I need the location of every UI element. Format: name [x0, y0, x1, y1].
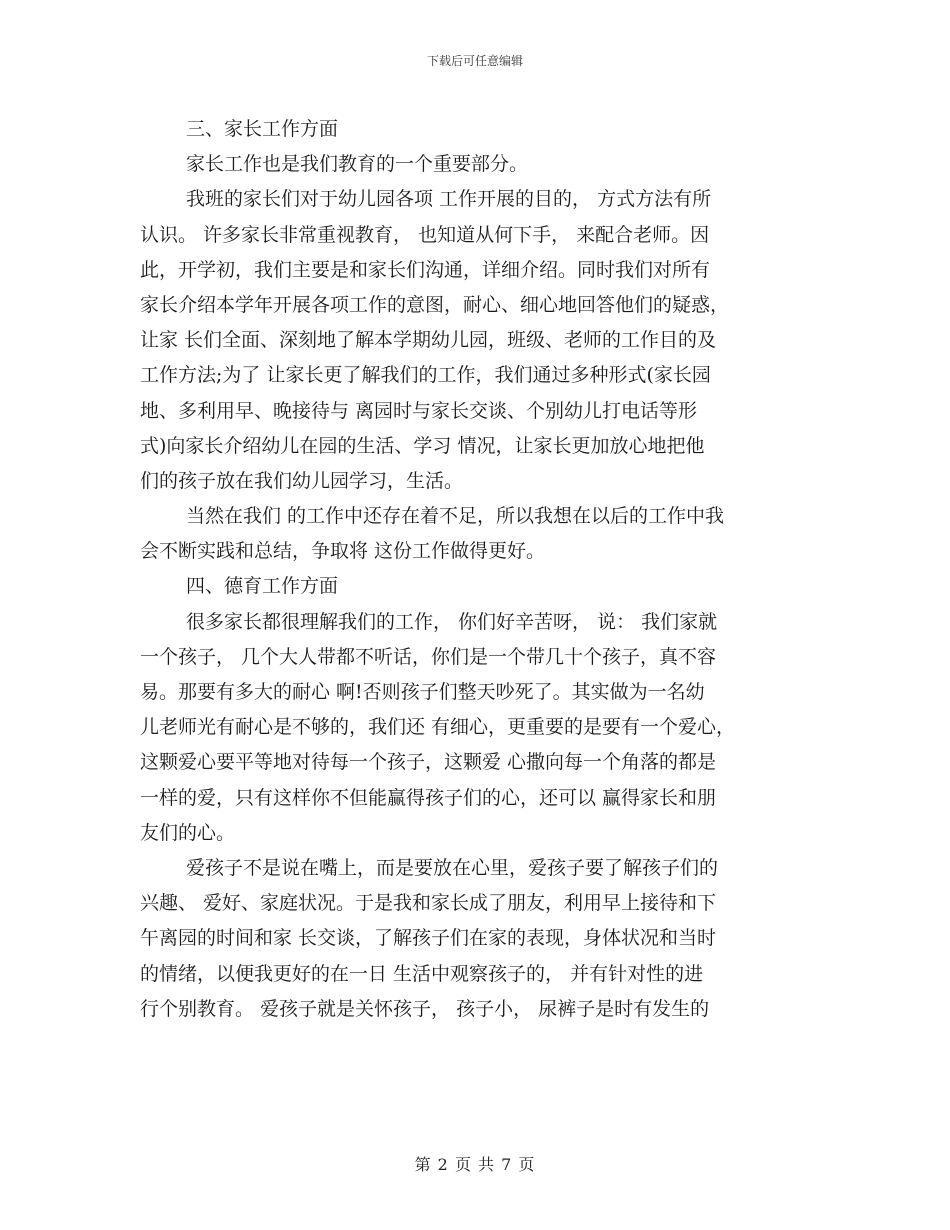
text-line: 一个孩子， 几个大人带都不听话，你们是一个带几十个孩子，真不容	[140, 645, 717, 668]
text-line: 式)向家长介绍幼儿在园的生活、学习 情况，让家长更加放心地把他	[140, 434, 705, 457]
text-line: 我班的家长们对于幼儿园各项 工作开展的目的， 方式方法有所	[186, 188, 712, 211]
text-line: 三、家长工作方面	[186, 118, 339, 140]
text-line: 兴趣、 爱好、家庭状况。于是我和家长成了朋友，利用早上接待和下	[140, 892, 717, 915]
text-line: 地、多利用早、晚接待与 离园时与家长交谈、个别幼儿打电话等形	[140, 399, 698, 422]
text-line: 的情绪，以便我更好的在一日 生活中观察孩子的， 并有针对性的进	[140, 962, 704, 985]
text-line: 这颗爱心要平等地对待每一个孩子，这颗爱 心撒向每一个角落的都是	[140, 751, 717, 774]
document-body	[140, 112, 820, 1027]
text-line: 爱孩子不是说在嘴上，而是要放在心里，爱孩子要了解孩子们的	[186, 856, 719, 879]
text-line: 此，开学初，我们主要是和家长们沟通，详细介绍。同时我们对所有	[140, 258, 711, 281]
page-number: 第 2 页 共 7 页	[414, 1155, 536, 1174]
text-line: 们的孩子放在我们幼儿园学习，生活。	[140, 469, 464, 492]
text-line: 当然在我们 的工作中还存在着不足，所以我想在以后的工作中我	[186, 505, 725, 528]
text-line: 工作方法;为了 让家长更了解我们的工作，我们通过多种形式(家长园	[140, 364, 711, 387]
text-line: 儿老师光有耐心是不够的，我们还 有细心，更重要的是要有一个爱心，	[140, 716, 736, 739]
text-line: 很多家长都很理解我们的工作， 你们好辛苦呀， 说： 我们家就	[186, 610, 718, 633]
text-line: 认识。 许多家长非常重视教育， 也知道从何下手， 来配合老师。因	[140, 223, 710, 246]
text-line: 午离园的时间和家 长交谈，了解孩子们在家的表现，身体状况和当时	[140, 927, 717, 950]
text-line: 友们的心。	[140, 821, 236, 844]
text-line: 家长介绍本学年开展各项工作的意图，耐心、细心地回答他们的疑惑，	[140, 293, 730, 316]
text-line: 行个别教育。 爱孩子就是关怀孩子， 孩子小， 尿裤子是时有发生的	[140, 997, 710, 1020]
text-line: 家长工作也是我们教育的一个重要部分。	[186, 153, 529, 176]
header-note: 下载后可任意编辑	[426, 54, 523, 68]
text-line: 一样的爱，只有这样你不但能赢得孩子们的心，还可以 赢得家长和朋	[140, 786, 717, 809]
text-line: 会不断实践和总结，争取将 这份工作做得更好。	[140, 540, 546, 563]
text-line: 四、德育工作方面	[186, 575, 339, 598]
text-line: 让家 长们全面、深刻地了解本学期幼儿园，班级、老师的工作目的及	[140, 329, 717, 352]
text-line: 易。那要有多大的耐心 啊!否则孩子们整天吵死了。其实做为一名幼	[140, 681, 705, 703]
